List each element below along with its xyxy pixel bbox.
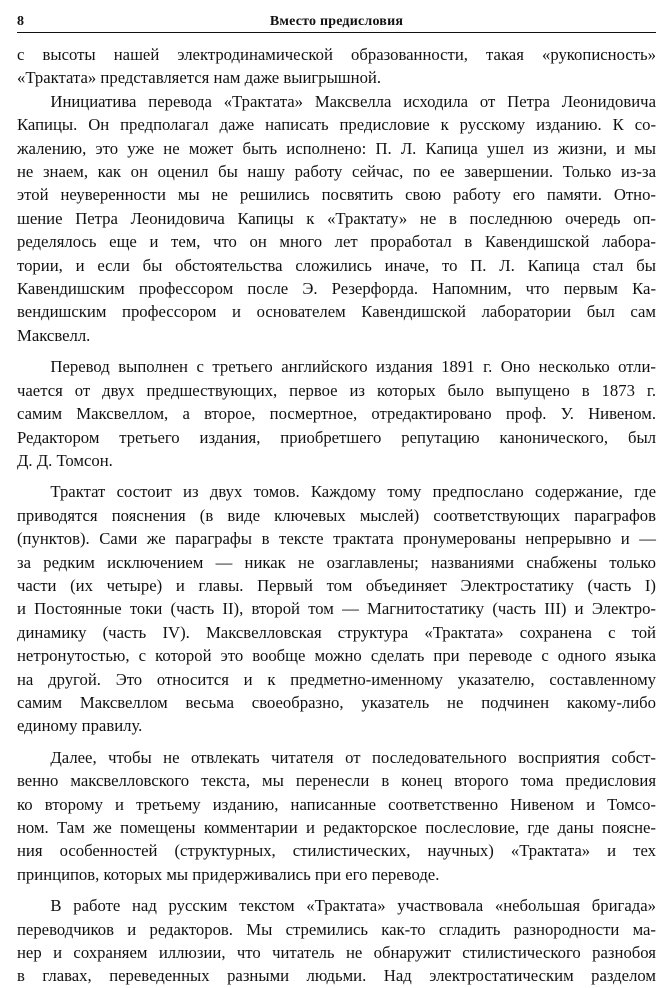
running-head — [17, 6, 656, 33]
text-line: единому правилу. — [17, 716, 143, 736]
text-line: и Постоянные токи (часть II), второй том — Магнитостатику (часть III) и Электро- — [17, 599, 656, 619]
text-line: Максвелл. — [17, 325, 91, 345]
text-line: Кавендишским профессором после Э. Резерфорда. Напомним, что первым Ка- — [17, 279, 656, 299]
text-line: тории, и если бы обстоятельства сложились иначе, то П. Л. Капица стал бы — [17, 255, 656, 275]
text-line: шение Петра Леонидовича Капицы к «Трактату» не в последнюю очередь оп- — [17, 208, 656, 228]
text-line: жалению, это уже не может быть исполнено: П. Л. Капица ушел из жизни, и мы — [17, 138, 656, 158]
text-line: нер и сохраняем иллюзии, что читатель не обнаружит стилистического разнобоя — [17, 943, 656, 963]
text-line: приводятся пояснения (в виде ключевых мыслей) соответствующих параграфов — [17, 505, 656, 525]
text-line: ределялось еще и тем, что он много лет проработал в Кавендишской лабора- — [17, 232, 656, 252]
text-line: ко второму и третьему изданию, написанные соответственно Нивеном и Томсо- — [17, 794, 656, 814]
text-line: чается от двух предшествующих, первое из которых было выпущено в 1873 г. — [17, 380, 656, 400]
text-line: В работе над русским текстом «Трактата» участвовала «небольшая бригада» — [50, 896, 656, 916]
text-line: на другой. Это относится и к предметно-именному указателю, составленному — [17, 669, 656, 689]
text-line: Капицы. Он предполагал даже написать предисловие к русскому изданию. К со- — [17, 115, 656, 135]
text-line: в главах, переведенных разными людьми. Над электростатическим разделом — [17, 966, 656, 986]
text-line: за редким исключением — никак не озаглавлены; названиями снабжены только — [17, 552, 656, 572]
text-line: самим Максвеллом весьма своеобразно, указатель не подчинен какому-либо — [17, 692, 656, 712]
text-line: части (их четыре) и главы. Первый том объединяет Электростатику (часть I) — [17, 575, 656, 595]
text-line: самим Максвеллом, а второе, посмертное, отредактировано проф. У. Нивеном. — [17, 404, 656, 424]
text-line: ном. Там же помещены комментарии и редакторское послесловие, где даны поясне- — [17, 818, 656, 837]
text-line: этой неуверенности мы не решились посвятить свою работу его памяти. Отно- — [17, 185, 656, 205]
text-line: с высоты нашей электродинамической образованности, такая «рукописность» — [17, 45, 656, 64]
running-title: Вместо предисловия — [269, 14, 404, 29]
text-line: принципов, которых мы придерживались при его переводе. — [17, 864, 440, 884]
text-line: Трактат состоит из двух томов. Каждому тому предпослано содержание, где — [50, 482, 656, 502]
text-line: (пунктов). Сами же параграфы в тексте трактата пронумерованы непрерывно и — — [17, 529, 656, 549]
text-line: Инициатива перевода «Трактата» Максвелла исходила от Петра Леонидовича — [50, 91, 656, 111]
text-line: переводчиков и редакторов. Мы стремились как-то сгладить разнородности ма- — [17, 919, 656, 939]
text-line: не знаем, как он оценил бы нашу работу сейчас, по ее завершении. Только из-за — [17, 162, 656, 182]
body-text — [17, 43, 656, 988]
text-line: «Трактата» представляется нам даже выигрышной. — [17, 68, 382, 88]
text-line: динамику (часть IV). Максвелловская структура «Трактата» сохранена с той — [17, 622, 656, 642]
text-line: нетронутостью, с которой это вообще можно сделать при переводе с одного языка — [17, 646, 656, 666]
text-line: Перевод выполнен с третьего английского издания 1891 г. Оно несколько отли- — [50, 357, 656, 377]
text-line: венно максвелловского текста, мы перенесли в конец второго тома предисловия — [17, 771, 656, 791]
text-line: Редактором третьего издания, приобретшего репутацию канонического, был — [17, 427, 656, 447]
text-line: ния особенностей (структурных, стилистических, научных) «Трактата» и тех — [17, 841, 656, 861]
text-line: вендишским профессором и основателем Кавендишской лаборатории был сам — [17, 302, 656, 322]
page-number: 8 — [17, 14, 24, 29]
text-line: Д. Д. Томсон. — [17, 450, 113, 470]
text-line: Далее, чтобы не отвлекать читателя от последовательного восприятия собст- — [50, 747, 656, 767]
